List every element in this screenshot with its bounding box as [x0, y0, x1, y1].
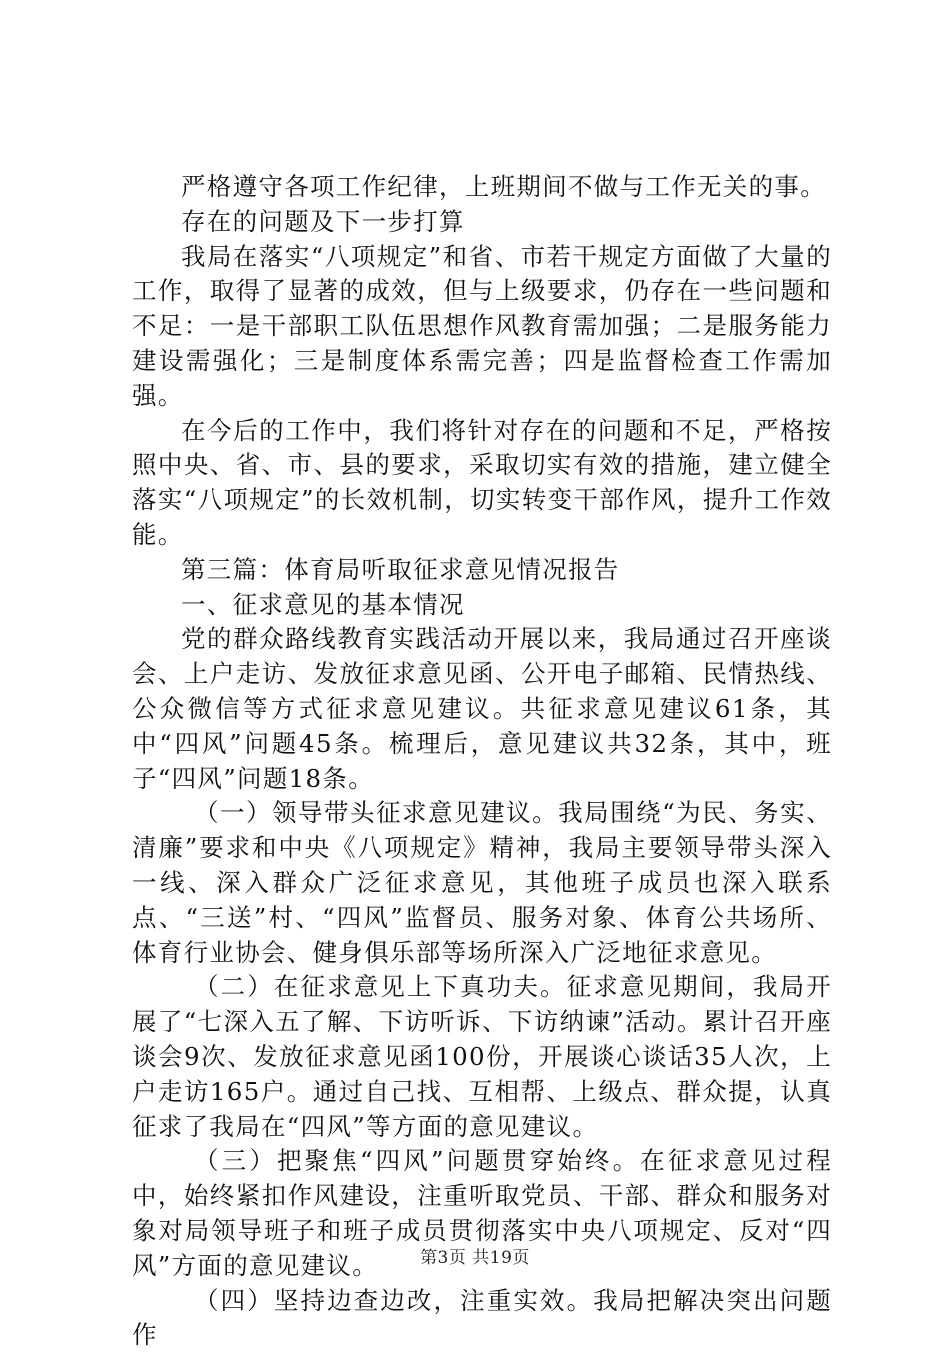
paragraph-item-4: （四）坚持边查边改，注重实效。我局把解决突出问题作: [132, 1284, 832, 1353]
chapter-title: 第三篇：体育局听取征求意见情况报告: [132, 553, 832, 588]
document-body: [132, 170, 832, 1353]
paragraph-future-work: 在今后的工作中，我们将针对存在的问题和不足，严格按照中央、省、市、县的要求，采取切实有效的措施，建立健全落实“八项规定”的长效机制，切实转变干部作风，提升工作效能。: [132, 414, 832, 553]
paragraph-item-1: （一）领导带头征求意见建议。我局围绕“为民、务实、清廉”要求和中央《八项规定》精神，我局主要领导带头深入一线、深入群众广泛征求意见，其他班子成员也深入联系点、“三送”村、“四风”监督员、服务对象、体育公共场所、体育行业协会、健身俱乐部等场所深入广泛地征求意见。: [132, 796, 832, 970]
paragraph-item-2: （二）在征求意见上下真功夫。征求意见期间，我局开展了“七深入五了解、下访听诉、下访纳谏”活动。累计召开座谈会9次、发放征求意见函100份，开展谈心谈话35人次，上户走访165户。通过自己找、互相帮、上级点、群众提，认真征求了我局在“四风”等方面的意见建议。: [132, 970, 832, 1144]
page-footer: 第3页 共19页: [0, 1243, 950, 1268]
paragraph-work-discipline: 严格遵守各项工作纪律，上班期间不做与工作无关的事。: [132, 170, 832, 205]
paragraph-overview: 党的群众路线教育实践活动开展以来，我局通过召开座谈会、上户走访、发放征求意见函、公开电子邮箱、民情热线、公众微信等方式征求意见建议。共征求意见建议61条，其中“四风”问题45条。梳理后，意见建议共32条，其中，班子“四风”问题18条。: [132, 622, 832, 796]
paragraph-problems: 我局在落实“八项规定”和省、市若干规定方面做了大量的工作，取得了显著的成效，但与上级要求，仍存在一些问题和不足：一是干部职工队伍思想作风教育需加强；二是服务能力建设需强化；三是制度体系需完善；四是监督检查工作需加强。: [132, 240, 832, 414]
section-heading-basic-situation: 一、征求意见的基本情况: [132, 588, 832, 623]
paragraph-item-3: （三）把聚焦“四风”问题贯穿始终。在征求意见过程中，始终紧扣作风建设，注重听取党员、干部、群众和服务对象对局领导班子和班子成员贯彻落实中央八项规定、反对“四风”方面的意见建议。: [132, 1144, 832, 1283]
section-heading-problems: 存在的问题及下一步打算: [132, 205, 832, 240]
